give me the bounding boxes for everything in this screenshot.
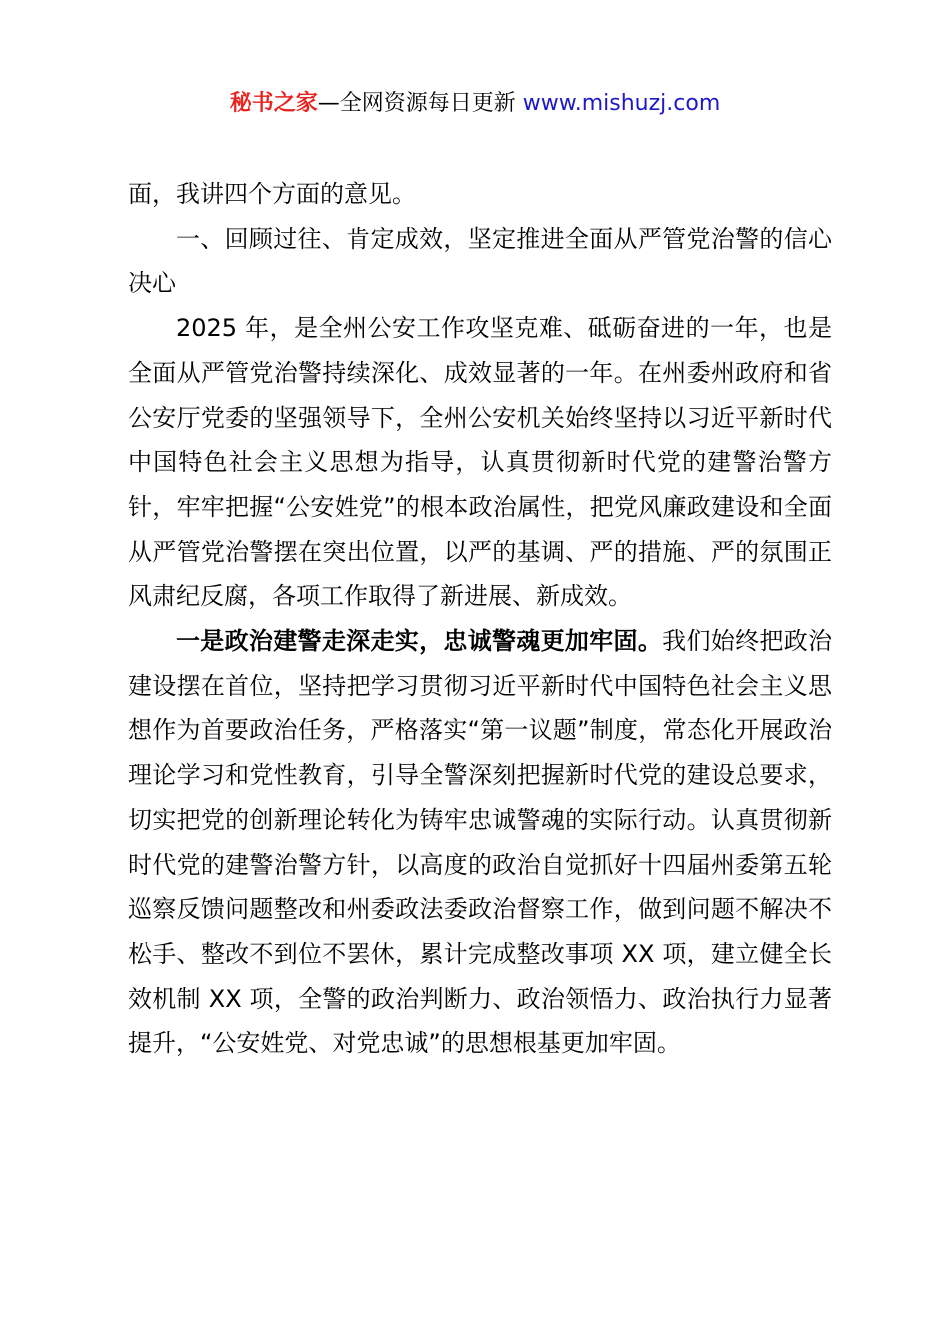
paragraph-continuation: 面，我讲四个方面的意见。 xyxy=(128,180,416,208)
brand-name: 秘书之家 xyxy=(229,91,318,116)
banner-tagline: —全网资源每日更新 xyxy=(317,91,523,116)
document-body xyxy=(128,172,832,1066)
paragraph-lead-bold: 一是政治建警走深走实，忠诚警魂更加牢固。 xyxy=(176,627,663,656)
paragraph-body-text: 我们始终把政治建设摆在首位，坚持把学习贯彻习近平新时代中国特色社会主义思想作为首要政治任务，严格落实“第一议题”制度，常态化开展政治理论学习和党性教育，引导全警深刻把握新时代党的建设总要求，切实把党的创新理论转化为铸牢忠诚警魂的实际行动。认真贯彻新时代党的建警治警方针，以高度的政治自觉抓好十四届州委第五轮巡察反馈问题整改和州委政法委政治督察工作，做到问题不解决不松手、整改不到位不罢休，累计完成整改事项 XX 项，建立健全长效机制 XX 项，全警的政治判断力、政治领悟力、政治执行力显著提升，“公安姓党、对党忠诚”的思想根基更加牢固。 xyxy=(128,627,833,1058)
paragraph-political-building xyxy=(128,619,832,1066)
website-link[interactable]: www.mishuzj.com xyxy=(522,91,721,116)
paragraph-overview: 2025 年，是全州公安工作攻坚克难、砥砺奋进的一年，也是全面从严管党治警持续深化、成效显著的一年。在州委州政府和省公安厅党委的坚强领导下，全州公安机关始终坚持以习近平新时代中国特色社会主义思想为指导，认真贯彻新时代党的建警治警方针，牢牢把握“公安姓党”的根本政治属性，把党风廉政建设和全面从严管党治警摆在突出位置，以严的基调、严的措施、严的氛围正风肃纪反腐，各项工作取得了新进展、新成效。 xyxy=(128,314,832,611)
site-banner xyxy=(0,88,950,120)
section-heading: 一、回顾过往、肯定成效，坚定推进全面从严管党治警的信心决心 xyxy=(128,224,832,298)
